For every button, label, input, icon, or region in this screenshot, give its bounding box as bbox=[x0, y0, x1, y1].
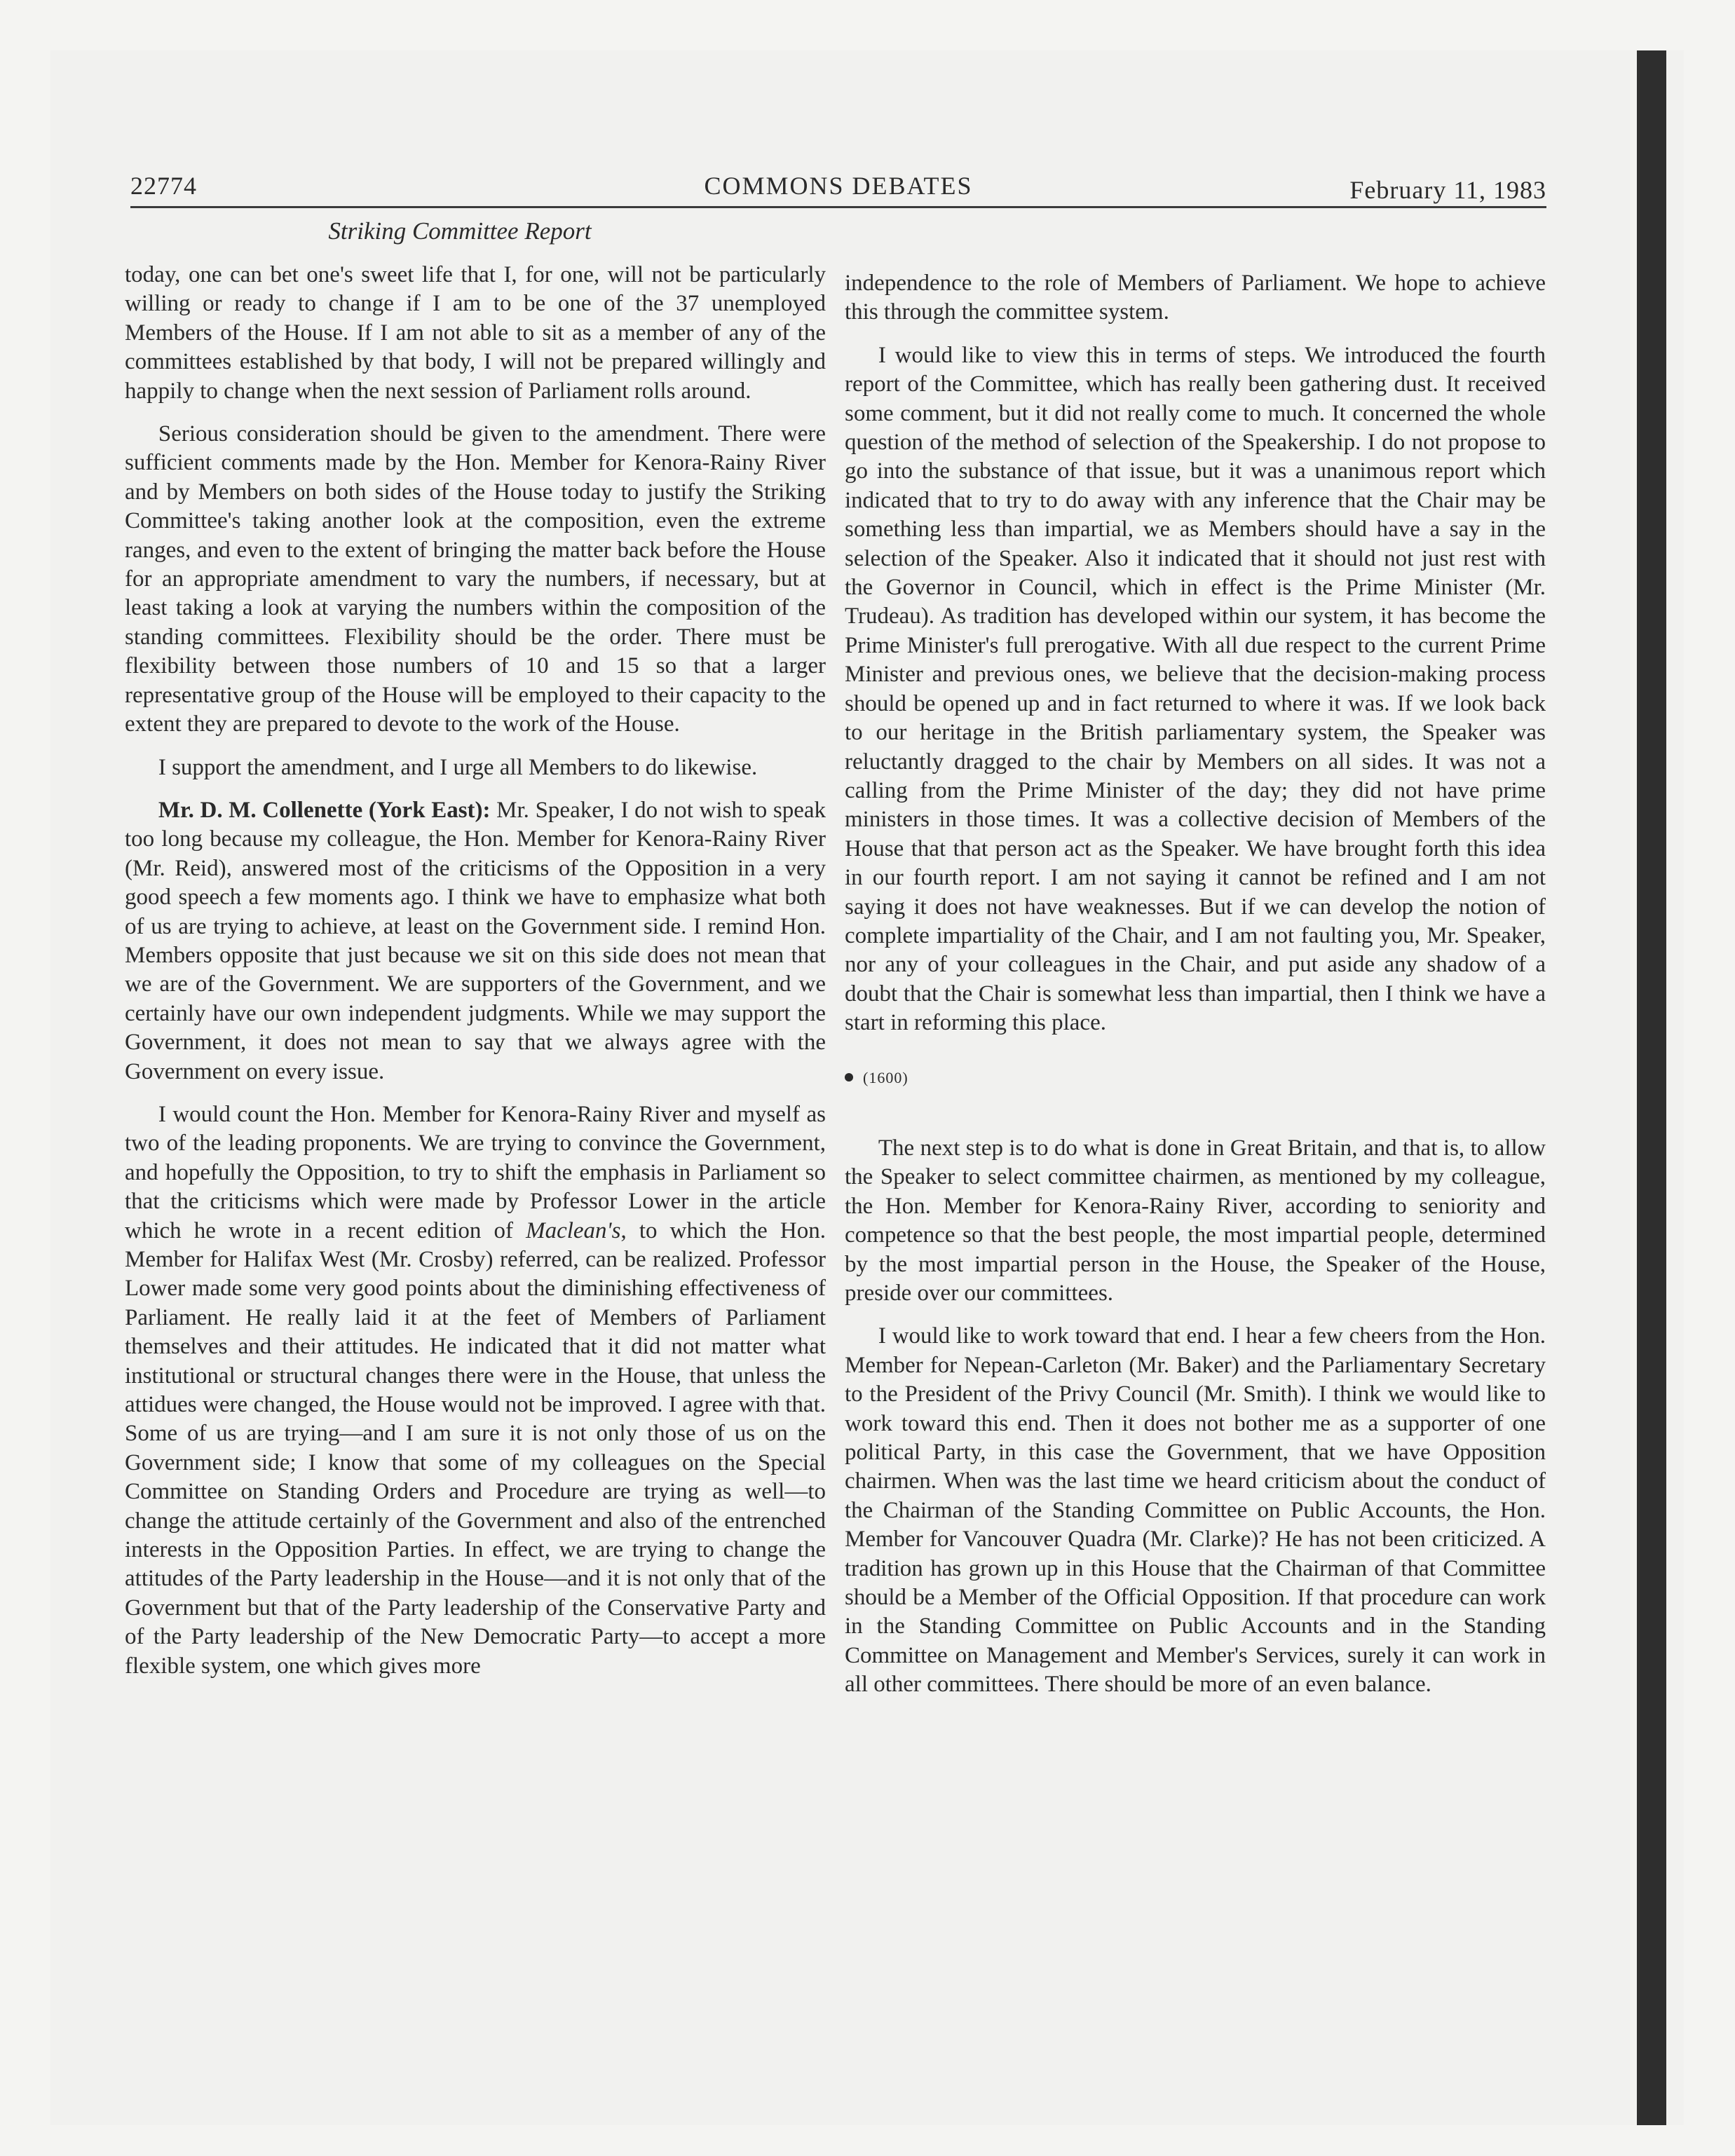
publication-title: COMMONS DEBATES bbox=[704, 172, 973, 200]
paragraph: I support the amendment, and I urge all Members to do likewise. bbox=[158, 754, 758, 780]
publication-name: Maclean's bbox=[526, 1217, 621, 1243]
paragraph: Serious consideration should be given to the amendment. There were sufficient comments made by the Hon. Member for Kenora-Rainy River and by Members on both sides of the House today to justify the Striking Committee's taking another look at the composition, even the extreme ranges, and even to the extent of bringing the matter back before the House for an appropriate amendment to vary the numbers, if necessary, but at least taking a look at varying the numbers within the composition of the standing committees. Flexibility should be the order. There must be flexibility between those numbers of 10 and 15 so that a larger representative group of the House will be employed to their capacity to the extent they are prepared to devote to the work of the House. bbox=[125, 421, 826, 737]
page-number: 22774 bbox=[130, 172, 197, 200]
paragraph: today, one can bet one's sweet life that I, for one, will not be particularly willing or ready to change if I am to be one of the 37 unemployed Members of the House. If I am not able to sit as a member of any of the committees established by that body, I will not be prepared willingly and happily to change when the next session of Parliament rolls around. bbox=[125, 262, 826, 404]
left-column bbox=[125, 261, 826, 1681]
publication-date: February 11, 1983 bbox=[1349, 176, 1546, 204]
paragraph: The next step is to do what is done in Great Britain, and that is, to allow the Speaker to select committee chairmen, as mentioned by my colleague, the Hon. Member for Kenora-Rainy River, according to seniority and competence so that the best people, the most impartial people, determined by the most impartial person in the House, the Speaker of the House, preside over our committees. bbox=[845, 1135, 1546, 1306]
paragraph bbox=[125, 1100, 826, 1681]
paragraph: I would like to view this in terms of steps. We introduced the fourth report of the Committee, which has really been gathering dust. It received some comment, but it did not really come to much. It concerned the whole question of the method of selection of the Speakership. I do not propose to go into the substance of that issue, but it was a unanimous report which indicated that to try to do away with any inference that the Chair may be something less than impartial, we as Members should have a say in the selection of the Speaker. Also it indicated that it should not just rest with the Governor in Council, which in effect is the Prime Minister (Mr. Trudeau). As tradition has developed within our system, it has become the Prime Minister's full prerogative. With all due respect to the current Prime Minister and previous ones, we believe that the decision-making process should be opened up and in fact returned to where it was. If we look back to our heritage in the British parliamentary system, the Speaker was reluctantly dragged to the chair by Members on all sides. It was not a calling from the Prime Minister of the day; they did not have prime ministers in those times. It was a collective decision of Members of the House that that person act as the Speaker. We have brought forth this idea in our fourth report. I am not saying it cannot be refined and I am not saying it does not have weaknesses. But if we can develop the notion of complete impartiality of the Chair, and I am not faulting you, Mr. Speaker, nor any of your colleagues in the Chair, and put aside any shadow of a doubt that the Chair is somewhat less than impartial, then I think we have a start in reforming this place. bbox=[845, 342, 1546, 1036]
paragraph-text: I would count the Hon. Member for Kenora-Rainy River and myself as two of the leading proponents. We are trying to convince the Government, and hopefully the Opposition, to try to shift the emphasis in Parliament so that the criticisms which were made by Professor Lower in the article which he wrote in a recent edition of bbox=[125, 1101, 826, 1243]
scan-edge-bar bbox=[1637, 50, 1666, 2125]
speaker-name: Mr. D. M. Collenette (York East): bbox=[158, 797, 491, 823]
timecode: (1600) bbox=[863, 1068, 909, 1086]
paragraph: independence to the role of Members of Parliament. We hope to achieve this through the committee system. bbox=[845, 271, 1546, 325]
paragraph-text: , to which the Hon. Member for Halifax West (Mr. Crosby) referred, can be realized. Professor Lower made some very good points about the diminishing effectiveness of Parliament. He really laid it at the feet of Members of Parliament themselves and their attitudes. He indicated that it did not matter what institutional or structural changes there were in the House, that unless the attidues were changed, the House would not be improved. I agree with that. Some of us are trying—and I am sure it is not only those of us on the Government side; I know that some of my colleagues on the Special Committee on Standing Orders and Procedure are trying as well—to change the attitude certainly of the Government and also of the entrenched interests in the Opposition Parties. In effect, we are trying to change the attitudes of the Party leadership in the House—and it is not only that of the Government but that of the Party leadership of the Conservative Party and of the Party leadership of the New Democratic Party—to accept a more flexible system, one which gives more bbox=[125, 1217, 826, 1679]
timecode-marker bbox=[845, 1063, 1546, 1092]
right-column bbox=[845, 269, 1546, 1700]
speech-text: Mr. Speaker, I do not wish to speak too long because my colleague, the Hon. Member for Kenora-Rainy River (Mr. Reid), answered most of the criticisms of the Opposition in a very good speech a few moments ago. I think we have to emphasize what both of us are trying to achieve, at least on the Government side. I remind Hon. Members opposite that just because we sit on this side does not mean that we are of the Government. We are supporters of the Government, and we certainly have our own independent judgments. While we may support the Government, it does not mean to say that we always agree with the Government on every issue. bbox=[125, 797, 826, 1084]
paragraph: I would like to work toward that end. I hear a few cheers from the Hon. Member for Nepean-Carleton (Mr. Baker) and the Parliamentary Secretary to the President of the Privy Council (Mr. Smith). I think we would like to work toward this end. Then it does not bother me as a supporter of one political Party, in this case the Government, that we have Opposition chairmen. When was the last time we heard criticism about the conduct of the Chairman of the Standing Committee on Public Accounts, the Hon. Member for Vancouver Quadra (Mr. Clarke)? He has not been criticized. A tradition has grown up in this House that the Chairman of that Committee should be a Member of the Official Opposition. If that procedure can work in the Standing Committee on Public Accounts and in the Standing Committee on Management and Member's Services, surely it can work in all other committees. There should be more of an even balance. bbox=[845, 1323, 1546, 1698]
bullet-icon bbox=[845, 1073, 853, 1082]
page-header bbox=[130, 167, 1546, 208]
speech-paragraph bbox=[125, 796, 826, 1086]
section-title: Striking Committee Report bbox=[328, 217, 592, 245]
